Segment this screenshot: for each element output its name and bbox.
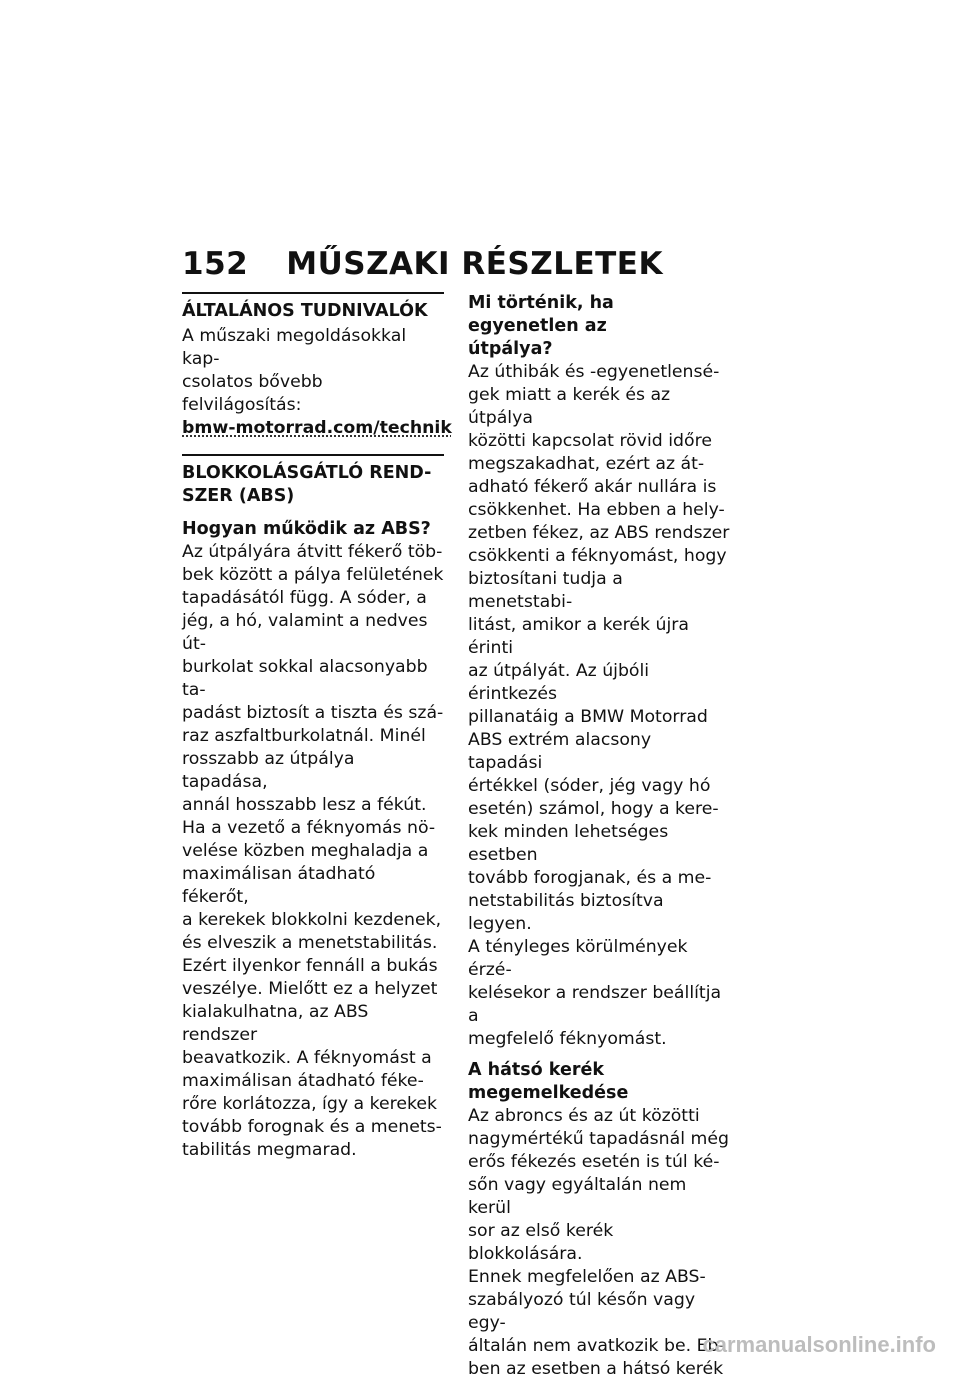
general-info-text: A műszaki megoldásokkal kap- csolatos bővebb felvilágosítás:	[182, 326, 407, 415]
section-title-general-info: ÁLTALÁNOS TUDNIVALÓK	[182, 301, 428, 321]
section-title-abs: BLOKKOLÁSGÁTLÓ REND- SZER (ABS)	[182, 463, 432, 506]
chapter-title: MŰSZAKI RÉSZLETEK	[286, 246, 664, 282]
page-number: 152	[182, 246, 249, 282]
right-column	[468, 292, 730, 1381]
abs-text: Az útpályára átvitt fékerő töb- bek között a pálya felületének tapadásától függ. A sóder, a jég, a hó, valamint a nedves út- burkolat sokkal alacsonyabb ta- padást biztosít a tiszta és szá- raz aszfaltburkolatnál. Minél rosszabb az útpálya tapadása, annál hosszabb lesz a fékút. Ha a vezető a féknyomás nö- velése közben meghaladja a maximálisan átadható fékerőt, a kerekek blokkolni kezdenek, és elveszik a menetstabilitás. Ezért ilyenkor fennáll a bukás veszélye. Mielőtt ez a helyzet kialakulhatna, az ABS rendszer beavatkozik. A féknyomást a maximálisan átadható féke- rőre korlátozza, így a kerekek tovább forognak és a menets- tabilitás megmarad.	[182, 542, 444, 1160]
subtitle-rear-wheel-lift: A hátsó kerék megemelkedése	[468, 1060, 629, 1103]
uneven-road-text: Az úthibák és -egyenetlensé- gek miatt a kerék és az útpálya közötti kapcsolat rövid időre megszakadhat, ezért az át- adható fékerő akár nullára is csökkenhet. Ha ebben a hely- zetben fékez, az ABS rendszer csökkenti a féknyomást, hogy biztosítani tudja a menetstabi- litást, amikor a kerék újra érinti az útpályát. Az újbóli érintkezés pillanatáig a BMW Motorrad ABS extrém alacsony tapadási értékkel (sóder, jég vagy hó esetén) számol, hogy a kere- kek minden lehetséges esetben tovább forogjanak, és a me- netstabilitás biztosítva legyen. A tényleges körülmények érzé- kelésekor a rendszer beállítja a megfelelő féknyomást.	[468, 362, 730, 1049]
page-header	[182, 246, 663, 282]
watermark: carmanualsonline.info	[702, 1332, 936, 1357]
subtitle-how-abs-works: Hogyan működik az ABS?	[182, 519, 431, 539]
rear-wheel-lift-text: Az abroncs és az út közötti nagymértékű tapadásnál még erős fékezés esetén is túl ké- sőn vagy egyáltalán nem kerül sor az első kerék blokkolására. Ennek megfelelően az ABS- szabályozó túl későn vagy egy- általán nem avatkozik be. Eb- ben az esetben a hátsó kerék	[468, 1106, 729, 1379]
section-divider	[182, 454, 444, 456]
section-divider	[182, 292, 444, 294]
technik-link[interactable]: bmw-motorrad.com/technik	[182, 418, 452, 438]
subtitle-uneven-road: Mi történik, ha egyenetlen az útpálya?	[468, 293, 614, 359]
left-column	[182, 292, 452, 1162]
